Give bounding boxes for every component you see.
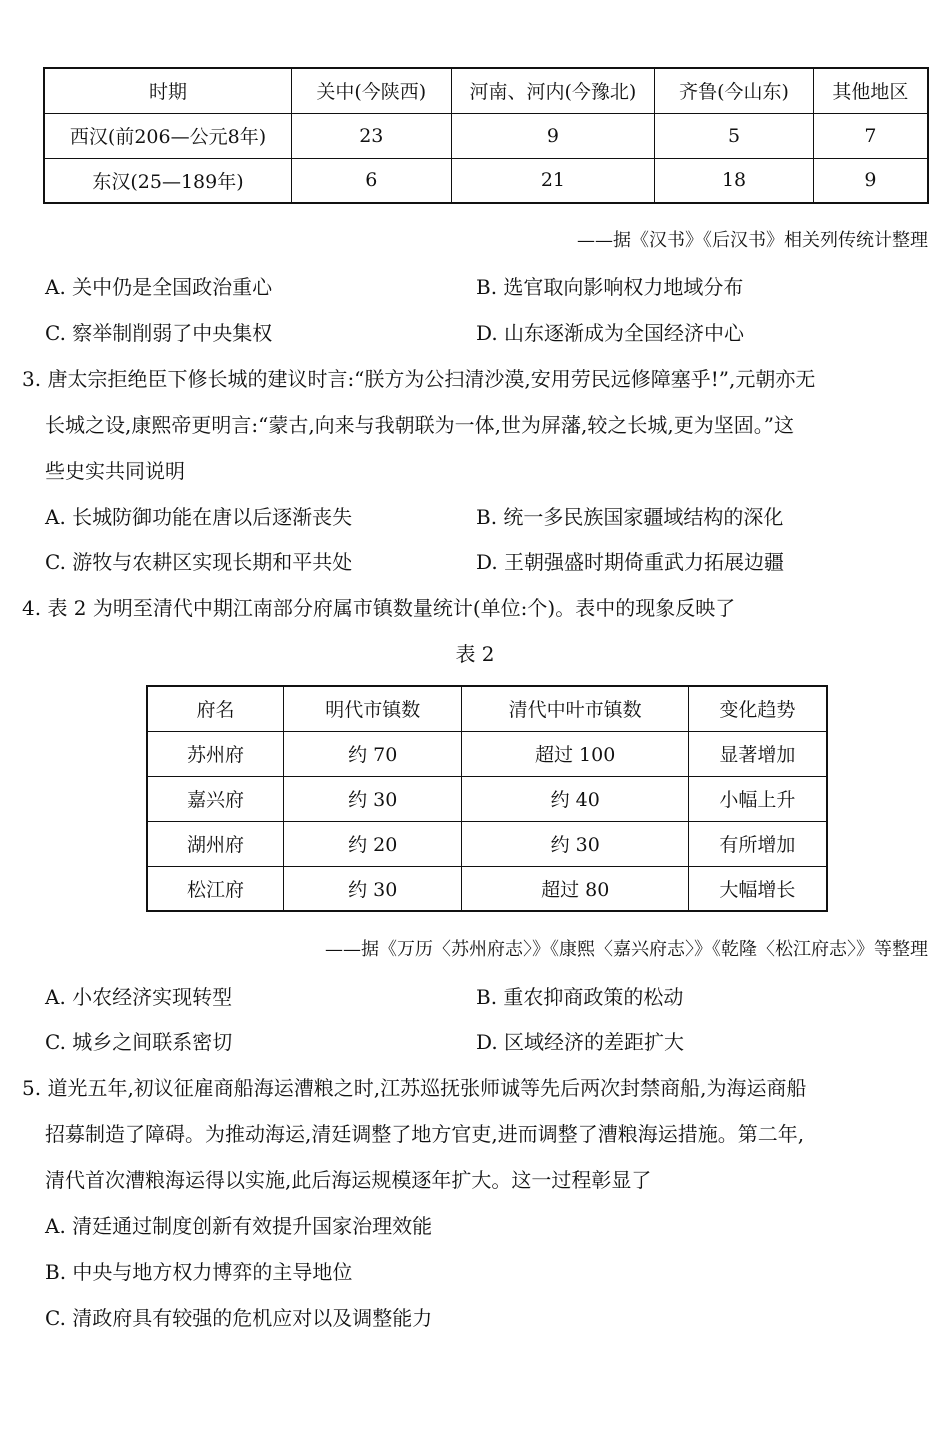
table2-source: ——据《万历〈苏州府志〉》《康熙〈嘉兴府志〉》《乾隆〈松江府志〉》等整理 <box>325 939 928 960</box>
table-cell: 约 30 <box>462 821 688 866</box>
q4-option-d: D. 区域经济的差距扩大 <box>476 1030 685 1054</box>
table-cell: 湖州府 <box>147 821 284 866</box>
table-cell: 松江府 <box>147 866 284 911</box>
q5-stem-line-2: 招募制造了障碍。为推动海运,清廷调整了地方官吏,进而调整了漕粮海运措施。第二年, <box>45 1122 805 1146</box>
table-cell: 嘉兴府 <box>147 776 284 821</box>
table-cell: 约 40 <box>462 776 688 821</box>
table-cell: 18 <box>655 158 814 203</box>
q4-option-b: B. 重农抑商政策的松动 <box>476 985 684 1009</box>
q5-stem-line-1: 5. 道光五年,初议征雇商船海运漕粮之时,江苏巡抚张师诚等先后两次封禁商船,为海运商船 <box>22 1076 807 1100</box>
table-cell: 9 <box>813 158 928 203</box>
q3-option-a: A. 长城防御功能在唐以后逐渐丧失 <box>45 505 353 529</box>
table-cell: 西汉(前206—公元8年) <box>44 113 292 158</box>
q5-option-a: A. 清廷通过制度创新有效提升国家治理效能 <box>45 1214 433 1238</box>
q3-option-b: B. 统一多民族国家疆域结构的深化 <box>476 505 784 529</box>
q3-stem-line-3: 些史实共同说明 <box>45 459 185 483</box>
table-cell: 东汉(25—189年) <box>44 158 292 203</box>
table-cell: 约 20 <box>284 821 462 866</box>
q2-option-b: B. 选官取向影响权力地域分布 <box>476 275 744 299</box>
table-header-row <box>147 686 827 731</box>
q4-option-a: A. 小农经济实现转型 <box>45 985 233 1009</box>
table-cell: 7 <box>813 113 928 158</box>
table-header-cell: 其他地区 <box>813 68 928 113</box>
table-row <box>147 821 827 866</box>
table-cell: 超过 80 <box>462 866 688 911</box>
table2-title: 表 2 <box>455 642 495 666</box>
table-row <box>44 113 928 158</box>
q3-option-d: D. 王朝强盛时期倚重武力拓展边疆 <box>476 550 785 574</box>
table-row <box>147 776 827 821</box>
q5-option-b: B. 中央与地方权力博弈的主导地位 <box>45 1260 353 1284</box>
table-row <box>147 866 827 911</box>
q2-option-d: D. 山东逐渐成为全国经济中心 <box>476 321 745 345</box>
table-cell: 6 <box>292 158 452 203</box>
table-row <box>147 731 827 776</box>
q4-option-c: C. 城乡之间联系密切 <box>45 1030 233 1054</box>
table-header-cell: 清代中叶市镇数 <box>462 686 688 731</box>
q3-stem-line-1: 3. 唐太宗拒绝臣下修长城的建议时言:“朕方为公扫清沙漠,安用劳民远修障塞乎!”,元朝亦无 <box>22 367 816 391</box>
table-header-row <box>44 68 928 113</box>
table1-source: ——据《汉书》《后汉书》相关列传统计整理 <box>577 230 928 251</box>
table-row <box>44 158 928 203</box>
table-cell: 23 <box>292 113 452 158</box>
table-header-cell: 明代市镇数 <box>284 686 462 731</box>
q5-option-c: C. 清政府具有较强的危机应对以及调整能力 <box>45 1306 433 1330</box>
table-cell: 超过 100 <box>462 731 688 776</box>
q2-option-c: C. 察举制削弱了中央集权 <box>45 321 273 345</box>
table-cell: 大幅增长 <box>688 866 827 911</box>
table-header-cell: 关中(今陕西) <box>292 68 452 113</box>
table-cell: 5 <box>655 113 814 158</box>
table-cell: 显著增加 <box>688 731 827 776</box>
q2-option-a: A. 关中仍是全国政治重心 <box>45 275 273 299</box>
table-cell: 苏州府 <box>147 731 284 776</box>
q5-stem-line-3: 清代首次漕粮海运得以实施,此后海运规模逐年扩大。这一过程彰显了 <box>45 1168 652 1192</box>
q3-stem-line-2: 长城之设,康熙帝更明言:“蒙古,向来与我朝联为一体,世为屏藩,较之长城,更为坚固。”这 <box>45 413 794 437</box>
table-header-cell: 齐鲁(今山东) <box>655 68 814 113</box>
table-header-cell: 府名 <box>147 686 284 731</box>
q4-stem: 4. 表 2 为明至清代中期江南部分府属市镇数量统计(单位:个)。表中的现象反映了 <box>22 596 736 620</box>
table-cell: 21 <box>451 158 655 203</box>
q3-option-c: C. 游牧与农耕区实现长期和平共处 <box>45 550 353 574</box>
table-header-cell: 变化趋势 <box>688 686 827 731</box>
table-cell: 约 30 <box>284 776 462 821</box>
table-cell: 9 <box>451 113 655 158</box>
table-market-towns <box>146 685 828 912</box>
table-cell: 约 30 <box>284 866 462 911</box>
table-cell: 约 70 <box>284 731 462 776</box>
table-regional-officials <box>43 67 929 204</box>
table-cell: 有所增加 <box>688 821 827 866</box>
table-header-cell: 河南、河内(今豫北) <box>451 68 655 113</box>
table-cell: 小幅上升 <box>688 776 827 821</box>
table-header-cell: 时期 <box>44 68 292 113</box>
